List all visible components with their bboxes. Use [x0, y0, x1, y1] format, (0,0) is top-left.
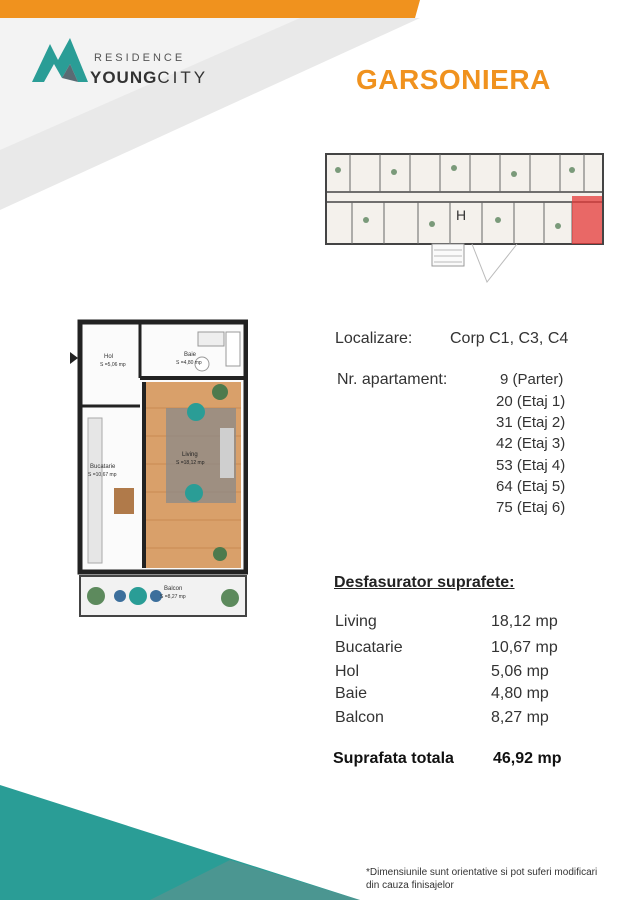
surface-area: 5,06 mp: [491, 663, 549, 680]
plan-label-living: Living: [182, 452, 198, 458]
logo-name: [90, 68, 208, 88]
localizare-value: Corp C1, C3, C4: [450, 330, 569, 347]
surface-room: Hol: [335, 663, 360, 680]
plan-label-baie: Baie: [184, 352, 197, 358]
surfaces-title: Desfasurator suprafete:: [334, 574, 515, 591]
page-title: GARSONIERA: [356, 64, 551, 95]
logo: [32, 30, 209, 90]
apartament-item: 75 (Etaj 6): [496, 499, 566, 516]
surface-room: Living: [335, 613, 377, 630]
apartament-label: Nr. apartament:: [337, 371, 448, 388]
disclaimer-note: *Dimensiunile sunt orientative si pot suferi modificari din cauza finisajelor: [366, 867, 598, 891]
surface-room: Bucatarie: [335, 639, 403, 656]
surface-area: 10,67 mp: [491, 639, 558, 656]
apartament-item: 9 (Parter): [500, 371, 564, 388]
apartament-item: 20 (Etaj 1): [496, 393, 566, 410]
building-floorplan: [322, 150, 607, 285]
plan-label-bucatarie: Bucatarie: [90, 464, 116, 470]
apartament-item: 53 (Etaj 4): [496, 457, 566, 474]
apartament-item: 64 (Etaj 5): [496, 478, 566, 495]
surface-area: 18,12 mp: [491, 613, 558, 630]
unit-floorplan: [70, 318, 248, 622]
plan-area-bucatarie: S =10,67 mp: [88, 472, 117, 478]
logo-young: YOUNG: [90, 68, 158, 87]
plan-area-baie: S =4,80 mp: [176, 360, 202, 366]
plan-label-hol: Hol: [104, 354, 114, 360]
surface-room: Balcon: [335, 709, 384, 726]
surface-area: 8,27 mp: [491, 709, 549, 726]
plan-area-balcon: S =8,27 mp: [160, 594, 186, 600]
plan-area-hol: S =5,06 mp: [100, 362, 126, 368]
apartament-item: 42 (Etaj 3): [496, 435, 566, 452]
surface-room: Baie: [335, 685, 368, 702]
plan-label-balcon: Balcon: [164, 586, 183, 592]
logo-city: CITY: [157, 68, 209, 87]
localizare-label: Localizare:: [335, 330, 413, 347]
plan-area-living: S =18,12 mp: [176, 460, 205, 466]
logo-residence: RESIDENCE: [94, 52, 186, 64]
svg-text:H: H: [456, 207, 467, 223]
surface-area: 4,80 mp: [491, 685, 549, 702]
apartament-item: 31 (Etaj 2): [496, 414, 566, 431]
total-label: Suprafata totala: [333, 750, 454, 767]
total-value: 46,92 mp: [493, 750, 562, 767]
